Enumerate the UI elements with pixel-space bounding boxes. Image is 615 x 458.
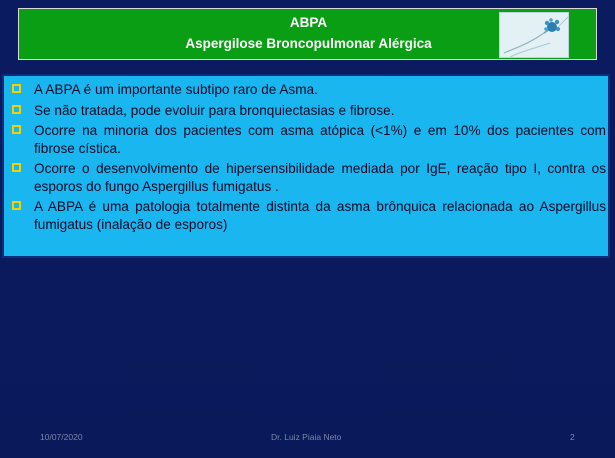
bullet-square-icon <box>12 105 21 114</box>
list-item <box>12 160 606 195</box>
footer-date: 10/07/2020 <box>40 432 83 442</box>
list-item <box>12 122 606 157</box>
list-item <box>12 102 606 120</box>
page-number: 2 <box>570 432 575 442</box>
footer-author: Dr. Luiz Piaia Neto <box>271 432 342 442</box>
aspergillus-micrograph-image <box>499 12 569 58</box>
bullet-text: A ABPA é uma patologia totalmente distinta da asma brônquica relacionada ao Aspergillus fumigatus (inalação de esporos) <box>34 199 606 232</box>
bullet-square-icon <box>12 201 21 210</box>
slide-title: ABPA <box>289 15 328 30</box>
slide-subtitle: Aspergilose Broncopulmonar Alérgica <box>185 36 432 51</box>
bullet-list <box>12 81 606 236</box>
list-item <box>12 81 606 99</box>
bullet-square-icon <box>12 125 21 134</box>
bullet-square-icon <box>12 84 21 93</box>
bullet-text: Ocorre na minoria dos pacientes com asma atópica (<1%) e em 10% dos pacientes com fibrose cística. <box>34 123 606 156</box>
bullet-text: A ABPA é um importante subtipo raro de Asma. <box>34 82 318 97</box>
content-box <box>2 74 610 258</box>
bullet-text: Se não tratada, pode evoluir para bronquiectasias e fibrose. <box>34 102 395 118</box>
bullet-square-icon <box>12 163 21 172</box>
list-item <box>12 198 606 233</box>
bullet-text: Ocorre o desenvolvimento de hipersensibilidade mediada por IgE, reação tipo I, contra os esporos do fungo Aspergillus fumigatus . <box>34 161 606 194</box>
